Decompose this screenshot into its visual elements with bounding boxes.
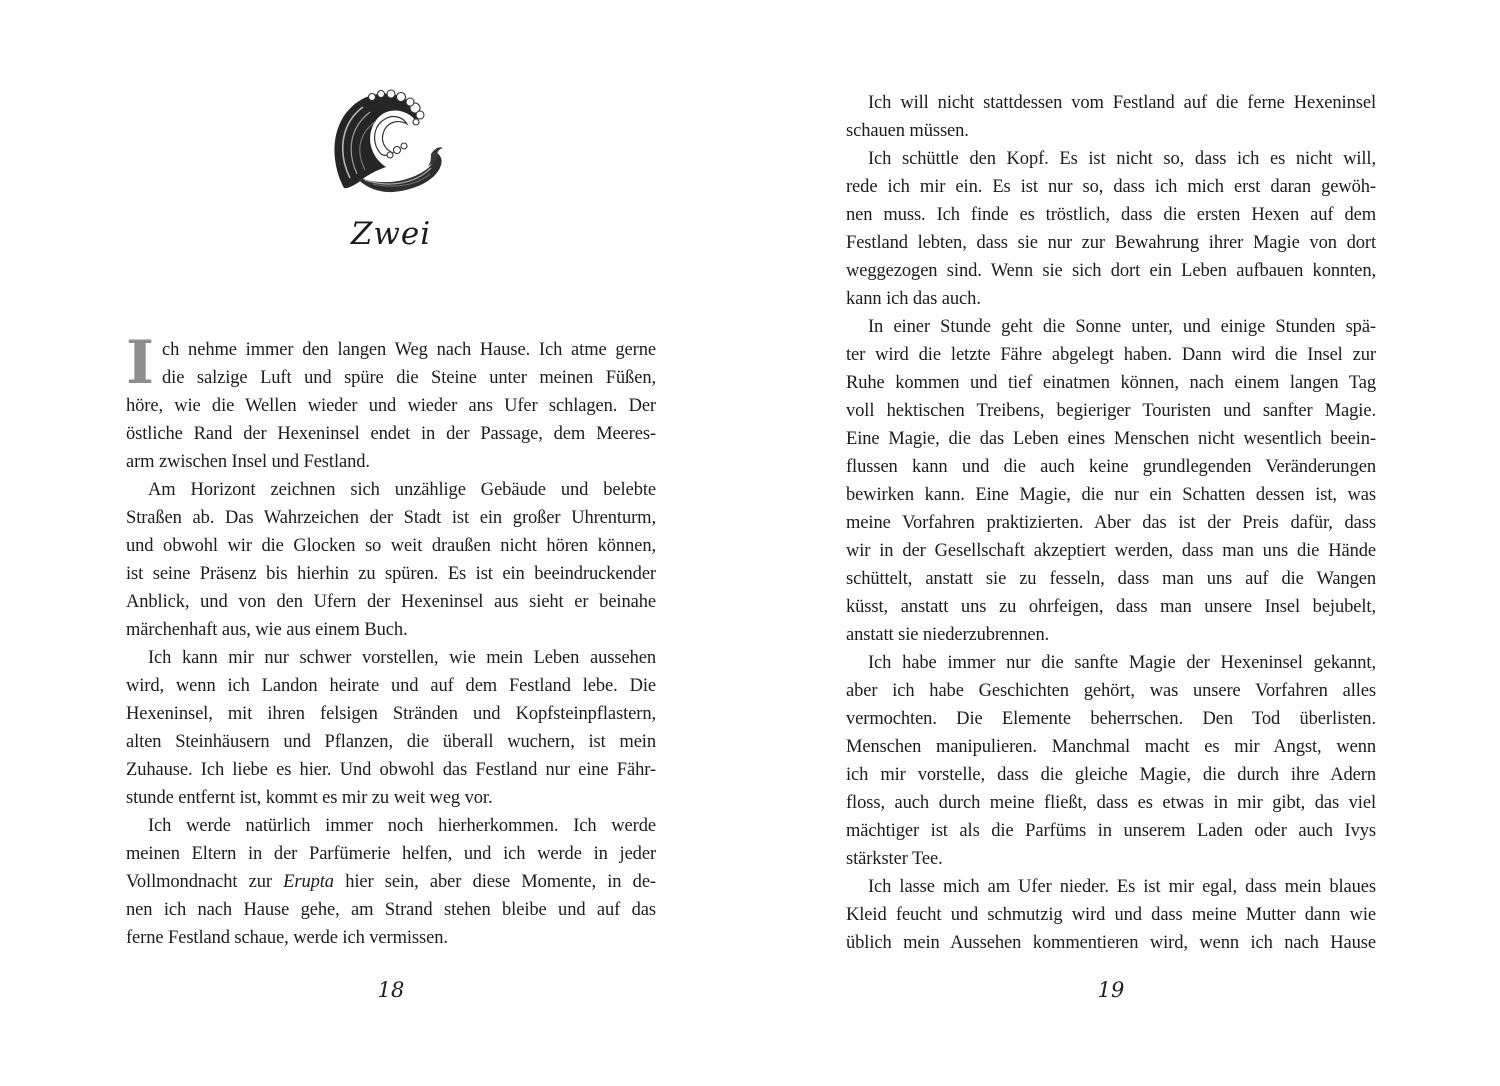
text-line: Eine Magie, die das Leben eines Menschen nicht wesentlich beein-: [846, 429, 1376, 449]
text-line: Festland lebten, dass sie nur zur Bewahrung ihrer Magie von dort: [846, 233, 1376, 253]
text-line: ich mir vorstelle, dass die gleiche Magie, die durch ihre Adern: [846, 765, 1376, 785]
text-line: kann ich das auch.: [846, 289, 981, 309]
paragraph: [126, 328, 656, 476]
text-line: Ich werde natürlich immer noch hierherkommen. Ich werde: [148, 816, 656, 836]
text-line: weggezogen sind. Wenn sie sich dort ein Leben aufbauen konnten,: [846, 261, 1376, 281]
paragraph: [846, 313, 1376, 649]
text-line: Anblick, und von den Ufern der Hexeninsel aus sieht er beinahe: [126, 592, 656, 612]
wave-ornament-icon: [327, 88, 455, 200]
text-line: Zuhause. Ich liebe es hier. Und obwohl das Festland nur eine Fähr-: [126, 760, 656, 780]
text-line: Hexeninsel, mit ihren felsigen Stränden und Kopfsteinpflastern,: [126, 704, 656, 724]
chapter-title: Zwei: [350, 216, 432, 252]
text-line: aber ich habe Geschichten gehört, was unsere Vorfahren alles: [846, 681, 1376, 701]
text-line: stunde entfernt ist, kommt es mir zu weit weg vor.: [126, 788, 493, 808]
text-line: östliche Rand der Hexeninsel endet in der Passage, dem Meeres-: [126, 424, 656, 444]
text-line: stärkster Tee.: [846, 849, 943, 869]
text-line: In einer Stunde geht die Sonne unter, und einige Stunden spä-: [868, 317, 1376, 337]
text-line: ferne Festland schaue, werde ich vermissen.: [126, 928, 448, 948]
text-line: schauen müssen.: [846, 121, 969, 141]
page-number-right: 19: [1097, 978, 1125, 1002]
left-page-text: [126, 328, 656, 952]
text-line: flussen kann und die auch keine grundlegenden Veränderungen: [846, 457, 1376, 477]
text-line: rede ich mir ein. Es ist nur so, dass ich mich erst daran gewöh-: [846, 177, 1376, 197]
text-line: und obwohl wir die Glocken so weit draußen nicht hören können,: [126, 536, 656, 556]
book-page-right: [846, 0, 1376, 1086]
text-line: meinen Eltern in der Parfümerie helfen, und ich werde in jeder: [126, 844, 656, 864]
text-line: bewirken kann. Eine Magie, die nur ein Schatten dessen ist, was: [846, 485, 1376, 505]
paragraph: [126, 476, 656, 644]
text-line: Kleid feucht und schmutzig wird und dass meine Mutter dann wie: [846, 905, 1376, 925]
text-line: Vollmondnacht zur Erupta hier sein, aber diese Momente, in de-: [126, 872, 656, 892]
text-line: höre, wie die Wellen wieder und wieder ans Ufer schlagen. Der: [126, 396, 656, 416]
page-number-left: 18: [377, 978, 405, 1002]
paragraph: [846, 145, 1376, 313]
text-line: wir in der Gesellschaft akzeptiert werden, dass man uns die Hände: [846, 541, 1376, 561]
text-line: schüttelt, anstatt sie zu fesseln, dass man uns auf die Wangen: [846, 569, 1376, 589]
paragraph: [846, 649, 1376, 873]
text-line: nen ich nach Hause gehe, am Strand stehen bleibe und auf das: [126, 900, 656, 920]
text-line: voll hektischen Treibens, begieriger Touristen und sanfter Magie.: [846, 401, 1376, 421]
text-line: Menschen manipulieren. Manchmal macht es mir Angst, wenn: [846, 737, 1376, 757]
text-line: ch nehme immer den langen Weg nach Hause. Ich atme gerne: [162, 340, 656, 360]
text-line: ist seine Präsenz bis hierhin zu spüren. Es ist ein beeindruckender: [126, 564, 656, 584]
right-page-text: [846, 89, 1376, 957]
text-line: Ich habe immer nur die sanfte Magie der Hexeninsel gekannt,: [868, 653, 1376, 673]
text-line: die salzige Luft und spüre die Steine unter meinen Füßen,: [162, 368, 656, 388]
text-line: floss, auch durch meine fließt, dass es etwas in mir gibt, das viel: [846, 793, 1376, 813]
paragraph: [846, 873, 1376, 957]
paragraph: [846, 89, 1376, 145]
text-line: wird, wenn ich Landon heirate und auf dem Festland lebe. Die: [126, 676, 656, 696]
text-line: arm zwischen Insel und Festland.: [126, 452, 370, 472]
text-line: anstatt sie niederzubrennen.: [846, 625, 1050, 645]
text-line: vermochten. Die Elemente beherrschen. Den Tod überlisten.: [846, 709, 1376, 729]
text-line: Ich kann mir nur schwer vorstellen, wie mein Leben aussehen: [148, 648, 656, 668]
text-line: Ich will nicht stattdessen vom Festland auf die ferne Hexeninsel: [868, 93, 1376, 113]
text-line: Ich lasse mich am Ufer nieder. Es ist mir egal, dass mein blaues: [868, 877, 1376, 897]
text-line: küsst, anstatt uns zu ohrfeigen, dass man unsere Insel bejubelt,: [846, 597, 1376, 617]
text-line: Am Horizont zeichnen sich unzählige Gebäude und belebte: [148, 480, 656, 500]
text-line: Ruhe kommen und tief einatmen können, nach einem langen Tag: [846, 373, 1376, 393]
text-line: Ich schüttle den Kopf. Es ist nicht so, dass ich es nicht will,: [868, 149, 1376, 169]
text-line: märchenhaft aus, wie aus einem Buch.: [126, 620, 408, 640]
text-line: meine Vorfahren praktizierten. Aber das ist der Preis dafür, dass: [846, 513, 1376, 533]
text-line: mächtiger ist als die Parfüms in unserem Laden oder auch Ivys: [846, 821, 1376, 841]
text-line: nen muss. Ich finde es tröstlich, dass die ersten Hexen auf dem: [846, 205, 1376, 225]
text-line: Straßen ab. Das Wahrzeichen der Stadt ist ein großer Uhrenturm,: [126, 508, 656, 528]
paragraph: [126, 644, 656, 812]
drop-cap: I: [126, 328, 155, 398]
book-page-left: [126, 0, 656, 1086]
text-line: alten Steinhäusern und Pflanzen, die überall wuchern, ist mein: [126, 732, 656, 752]
text-line: üblich mein Aussehen kommentieren wird, wenn ich nach Hause: [846, 933, 1376, 953]
text-line: ter wird die letzte Fähre abgelegt haben. Dann wird die Insel zur: [846, 345, 1376, 365]
paragraph: [126, 812, 656, 952]
